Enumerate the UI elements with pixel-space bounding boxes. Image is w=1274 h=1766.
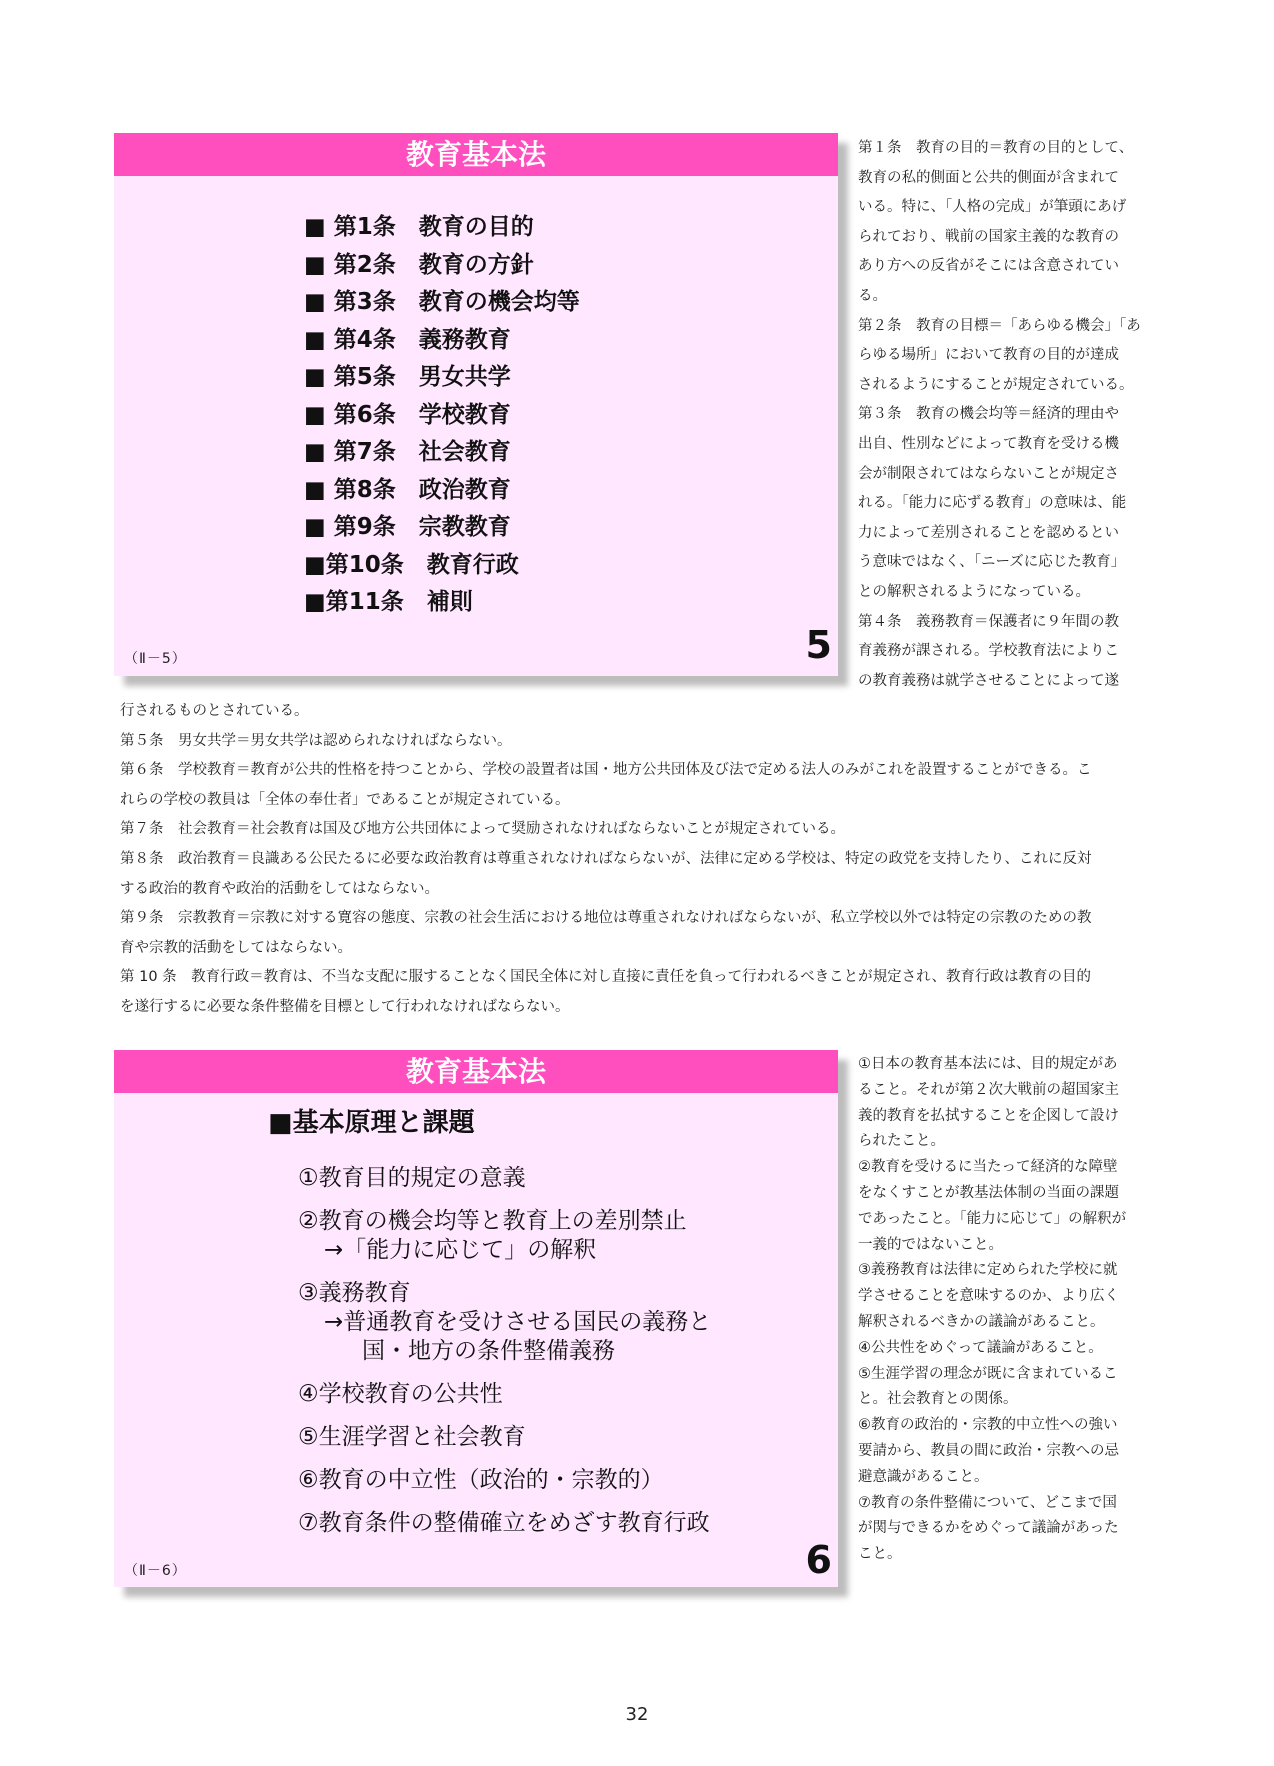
note-line: 第２条 教育の目標＝「あらゆる機会」「あ — [858, 317, 1141, 334]
note-line: ⑤生涯学習の理念が既に含まれているこ — [858, 1365, 1118, 1382]
note-line: 要請から、教員の間に政治・宗教への忌 — [858, 1442, 1119, 1459]
note-line: ③義務教育は法律に定められた学校に就 — [858, 1262, 1118, 1279]
note-line: と。社会教育との関係。 — [858, 1391, 1018, 1408]
body-line: を遂行するに必要な条件整備を目標として行われなければならない。 — [120, 998, 570, 1015]
article-item: ■ 第6条 学校教育 — [304, 401, 511, 428]
note-line: れる。「能力に応ずる教育」の意味は、能 — [858, 495, 1127, 512]
article-item: ■ 第9条 宗教教育 — [304, 514, 511, 540]
note-line: 義的教育を払拭することを企図して設け — [858, 1107, 1119, 1124]
note-line: らゆる場所」において教育の目的が達成 — [858, 347, 1119, 364]
note-line: 解釈されるべきかの議論があること。 — [858, 1313, 1105, 1330]
principle-main: ⑦教育条件の整備確立をめざす教育行政 — [298, 1510, 710, 1536]
article-list — [304, 209, 580, 622]
note-line: をなくすことが教基法体制の当面の課題 — [858, 1184, 1119, 1201]
principle-main: ④学校教育の公共性 — [298, 1381, 503, 1407]
principle-sub: 国・地方の条件整備義務 — [362, 1338, 615, 1364]
note-line: 出自、性別などによって教育を受ける機 — [858, 435, 1119, 452]
slide-label: （Ⅱ－5） — [124, 651, 187, 667]
principle-sub: →普通教育を受けさせる国民の義務と — [324, 1309, 712, 1335]
body-line: 第９条 宗教教育＝宗教に対する寛容の態度、宗教の社会生活における地位は尊重されなければならないが、私立学校以外では特定の宗教のための教 — [120, 910, 1092, 927]
body-text — [120, 697, 1144, 1023]
body-line: 行されるものとされている。 — [120, 703, 309, 719]
body-line: れらの学校の教員は「全体の奉仕者」であることが規定されている。 — [120, 791, 570, 808]
slide-5 — [114, 133, 838, 676]
slide-label: （Ⅱ－6） — [124, 1563, 187, 1579]
article-item: ■ 第7条 社会教育 — [304, 439, 511, 465]
note-line: との解釈されるようになっている。 — [858, 583, 1090, 600]
slide-title: 教育基本法 — [114, 133, 838, 176]
slide-number: 6 — [805, 1538, 832, 1582]
principles-list — [298, 1164, 711, 1552]
principle-item — [298, 1279, 711, 1366]
note-line: ⑦教育の条件整備について、どこまで国 — [858, 1494, 1117, 1511]
note-line: ④公共性をめぐって議論があること。 — [858, 1339, 1103, 1356]
principle-main: ⑥教育の中立性（政治的・宗教的） — [298, 1467, 664, 1493]
slide-6 — [114, 1050, 838, 1587]
body-line: 第 10 条 教育行政＝教育は、不当な支配に服することなく国民全体に対し直接に責任を負って行われるべきことが規定され、教育行政は教育の目的 — [120, 969, 1092, 986]
principle-item — [298, 1207, 711, 1265]
body-line: 第６条 学校教育＝教育が公共的性格を持つことから、学校の設置者は国・地方公共団体及び法で定める法人のみがこれを設置することができる。こ — [120, 762, 1092, 779]
principle-main: ②教育の機会均等と教育上の差別禁止 — [298, 1208, 687, 1234]
body-line: 第８条 政治教育＝良識ある公民たるに必要な政治教育は尊重されなければならないが、法律に定める学校は、特定の政党を支持したり、これに反対 — [120, 850, 1092, 867]
article-item: ■第10条 教育行政 — [304, 551, 519, 578]
note-line: られたこと。 — [858, 1133, 945, 1150]
article-item: ■ 第5条 男女共学 — [304, 364, 511, 390]
principle-main: ①教育目的規定の意義 — [298, 1165, 526, 1191]
body-line: 育や宗教的活動をしてはならない。 — [120, 939, 352, 956]
side-notes-2 — [858, 1052, 1144, 1568]
body-line: 第５条 男女共学＝男女共学は認められなければならない。 — [120, 732, 512, 749]
note-line: 第４条 義務教育＝保護者に９年間の教 — [858, 613, 1119, 630]
note-line: であったこと。「能力に応じて」の解釈が — [858, 1210, 1127, 1227]
note-line: 力によって差別されることを認めるとい — [858, 524, 1119, 541]
principle-item — [298, 1380, 711, 1409]
note-line: 第３条 教育の機会均等＝経済的理由や — [858, 406, 1119, 423]
note-line: いる。特に、「人格の完成」が筆頭にあげ — [858, 199, 1127, 216]
principle-main: ⑤生涯学習と社会教育 — [298, 1424, 526, 1450]
article-item: ■ 第4条 義務教育 — [304, 326, 511, 353]
note-line: の教育義務は就学させることによって遂 — [858, 672, 1119, 689]
article-item: ■ 第8条 政治教育 — [304, 476, 511, 503]
note-line: 避意識があること。 — [858, 1468, 989, 1485]
note-line: こと。 — [858, 1546, 902, 1563]
article-item: ■第11条 補則 — [304, 589, 473, 615]
note-line: 教育の私的側面と公共的側面が含まれて — [858, 169, 1119, 186]
note-line: ⑥教育の政治的・宗教的中立性への強い — [858, 1417, 1118, 1434]
note-line: されるようにすることが規定されている。 — [858, 376, 1134, 393]
principle-item — [298, 1509, 711, 1538]
principle-main: ③義務教育 — [298, 1280, 411, 1306]
note-line: られており、戦前の国家主義的な教育の — [858, 228, 1119, 245]
body-line: 第７条 社会教育＝社会教育は国及び地方公共団体によって奨励されなければならないことが規定されている。 — [120, 821, 845, 838]
slide-title: 教育基本法 — [114, 1050, 838, 1093]
principle-item — [298, 1164, 711, 1193]
body-line: する政治的教育や政治的活動をしてはならない。 — [120, 880, 439, 897]
note-line: 育義務が課される。学校教育法によりこ — [858, 643, 1119, 660]
note-line: う意味ではなく、「ニーズに応じた教育」 — [858, 554, 1126, 571]
slide-subtitle: ■基本原理と課題 — [268, 1108, 475, 1138]
note-line: ること。それが第２次大戦前の超国家主 — [858, 1081, 1119, 1098]
principle-item — [298, 1466, 711, 1495]
principle-item — [298, 1423, 711, 1452]
article-item: ■ 第1条 教育の目的 — [304, 214, 534, 240]
side-notes-1 — [858, 134, 1144, 696]
note-line: ①日本の教育基本法には、目的規定があ — [858, 1056, 1118, 1072]
article-item: ■ 第3条 教育の機会均等 — [304, 289, 580, 315]
article-item: ■ 第2条 教育の方針 — [304, 251, 534, 278]
note-line: 会が制限されてはならないことが規定さ — [858, 465, 1119, 482]
note-line: る。 — [858, 287, 887, 304]
note-line: あり方への反省がそこには含意されてい — [858, 258, 1119, 275]
slide-number: 5 — [805, 623, 832, 667]
page-number: 32 — [625, 1704, 649, 1725]
note-line: 一義的ではないこと。 — [858, 1236, 1003, 1253]
note-line: 学させることを意味するのか、より広く — [858, 1288, 1119, 1305]
principle-sub: →「能力に応じて」の解釈 — [324, 1237, 597, 1263]
note-line: ②教育を受けるに当たって経済的な障壁 — [858, 1159, 1118, 1176]
note-line: が関与できるかをめぐって議論があった — [858, 1520, 1119, 1537]
note-line: 第１条 教育の目的＝教育の目的として、 — [858, 140, 1134, 156]
